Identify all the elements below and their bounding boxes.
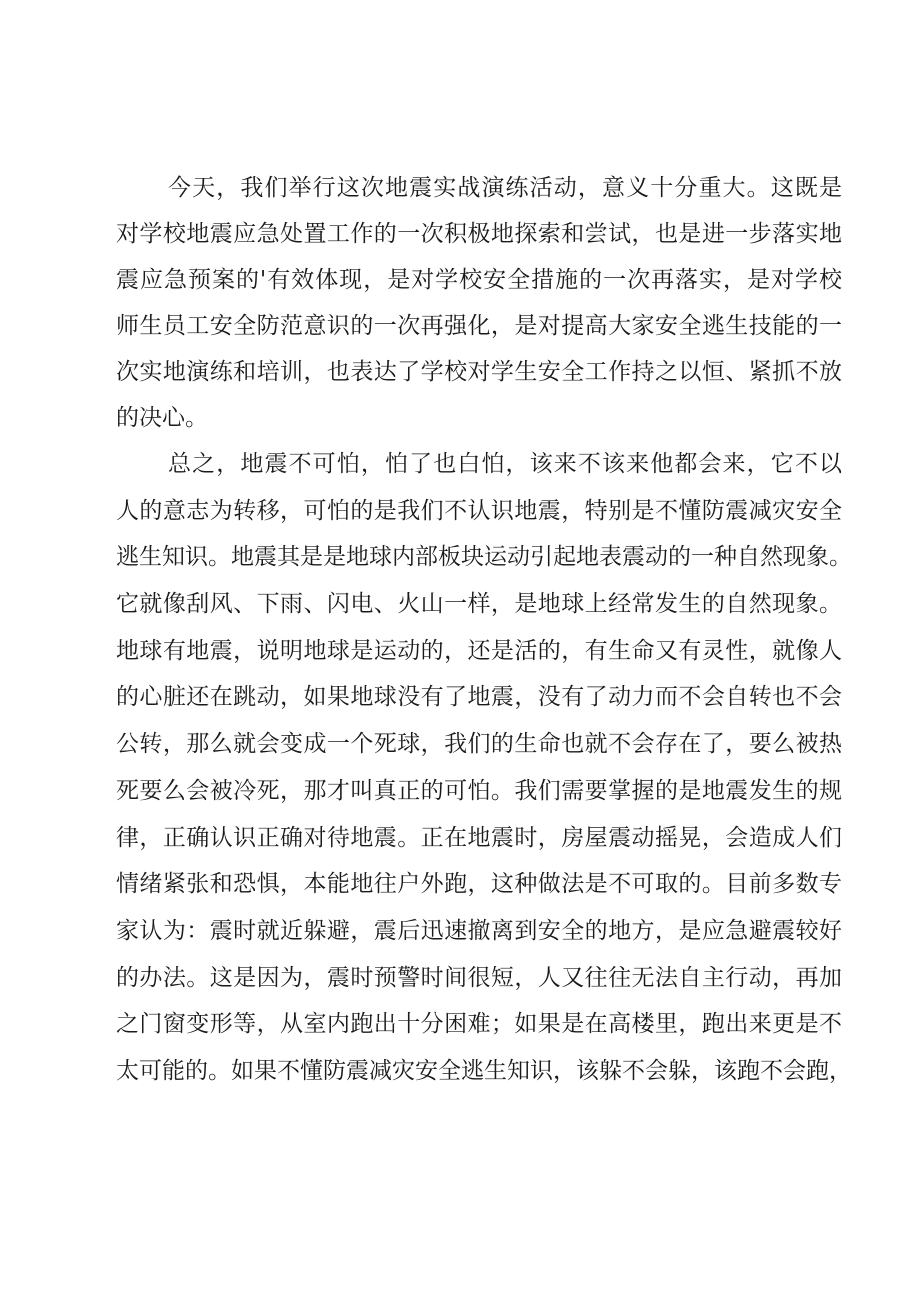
text-line: 律，正确认识正确对待地震。正在地震时，房屋震动摇晃，会造成人们 xyxy=(116,824,842,851)
text-line: 次实地演练和培训，也表达了学校对学生安全工作持之以恒、紧抓不放 xyxy=(116,359,842,385)
text-line: 逃生知识。地震其是是地球内部板块运动引起地表震动的一种自然现象。 xyxy=(116,544,852,571)
text-line: 太可能的。如果不懂防震减灾安全逃生知识，该躲不会躲，该跑不会跑， xyxy=(116,1057,852,1084)
paragraph-1 xyxy=(116,165,842,441)
document-body xyxy=(116,165,852,1095)
text-line: 死要么会被冷死，那才叫真正的可怕。我们需要掌握的是地震发生的规 xyxy=(116,777,842,804)
text-line: 家认为：震时就近躲避，震后迅速撤离到安全的地方，是应急避震较好 xyxy=(116,917,842,944)
text-line: 的心脏还在跳动，如果地球没有了地震，没有了动力而不会自转也不会 xyxy=(116,684,842,711)
text-line: 之门窗变形等，从室内跑出十分困难；如果是在高楼里，跑出来更是不 xyxy=(116,1011,842,1038)
text-line: 的办法。这是因为，震时预警时间很短，人又往往无法自主行动，再加 xyxy=(116,964,842,991)
text-line: 对学校地震应急处置工作的一次积极地探索和尝试，也是进一步落实地 xyxy=(116,221,842,247)
text-line: 总之，地震不可怕，怕了也白怕，该来不该来他都会来，它不以 xyxy=(168,451,842,477)
text-line: 人的意志为转移，可怕的是我们不认识地震，特别是不懂防震减灾安全 xyxy=(116,497,842,524)
text-line: 的决心。 xyxy=(116,405,208,431)
text-line: 师生员工安全防范意识的一次再强化，是对提高大家安全逃生技能的一 xyxy=(116,313,842,339)
text-line: 今天，我们举行这次地震实战演练活动，意义十分重大。这既是 xyxy=(168,175,842,201)
text-line: 震应急预案的'有效体现，是对学校安全措施的一次再落实，是对学校 xyxy=(116,267,842,293)
text-line: 地球有地震，说明地球是运动的，还是活的，有生命又有灵性，就像人 xyxy=(116,637,842,664)
paragraph-2 xyxy=(116,441,852,1095)
text-line: 情绪紧张和恐惧，本能地往户外跑，这种做法是不可取的。目前多数专 xyxy=(116,871,842,898)
text-line: 公转，那么就会变成一个死球，我们的生命也就不会存在了，要么被热 xyxy=(116,731,842,758)
text-line: 它就像刮风、下雨、闪电、火山一样，是地球上经常发生的自然现象。 xyxy=(116,591,842,618)
